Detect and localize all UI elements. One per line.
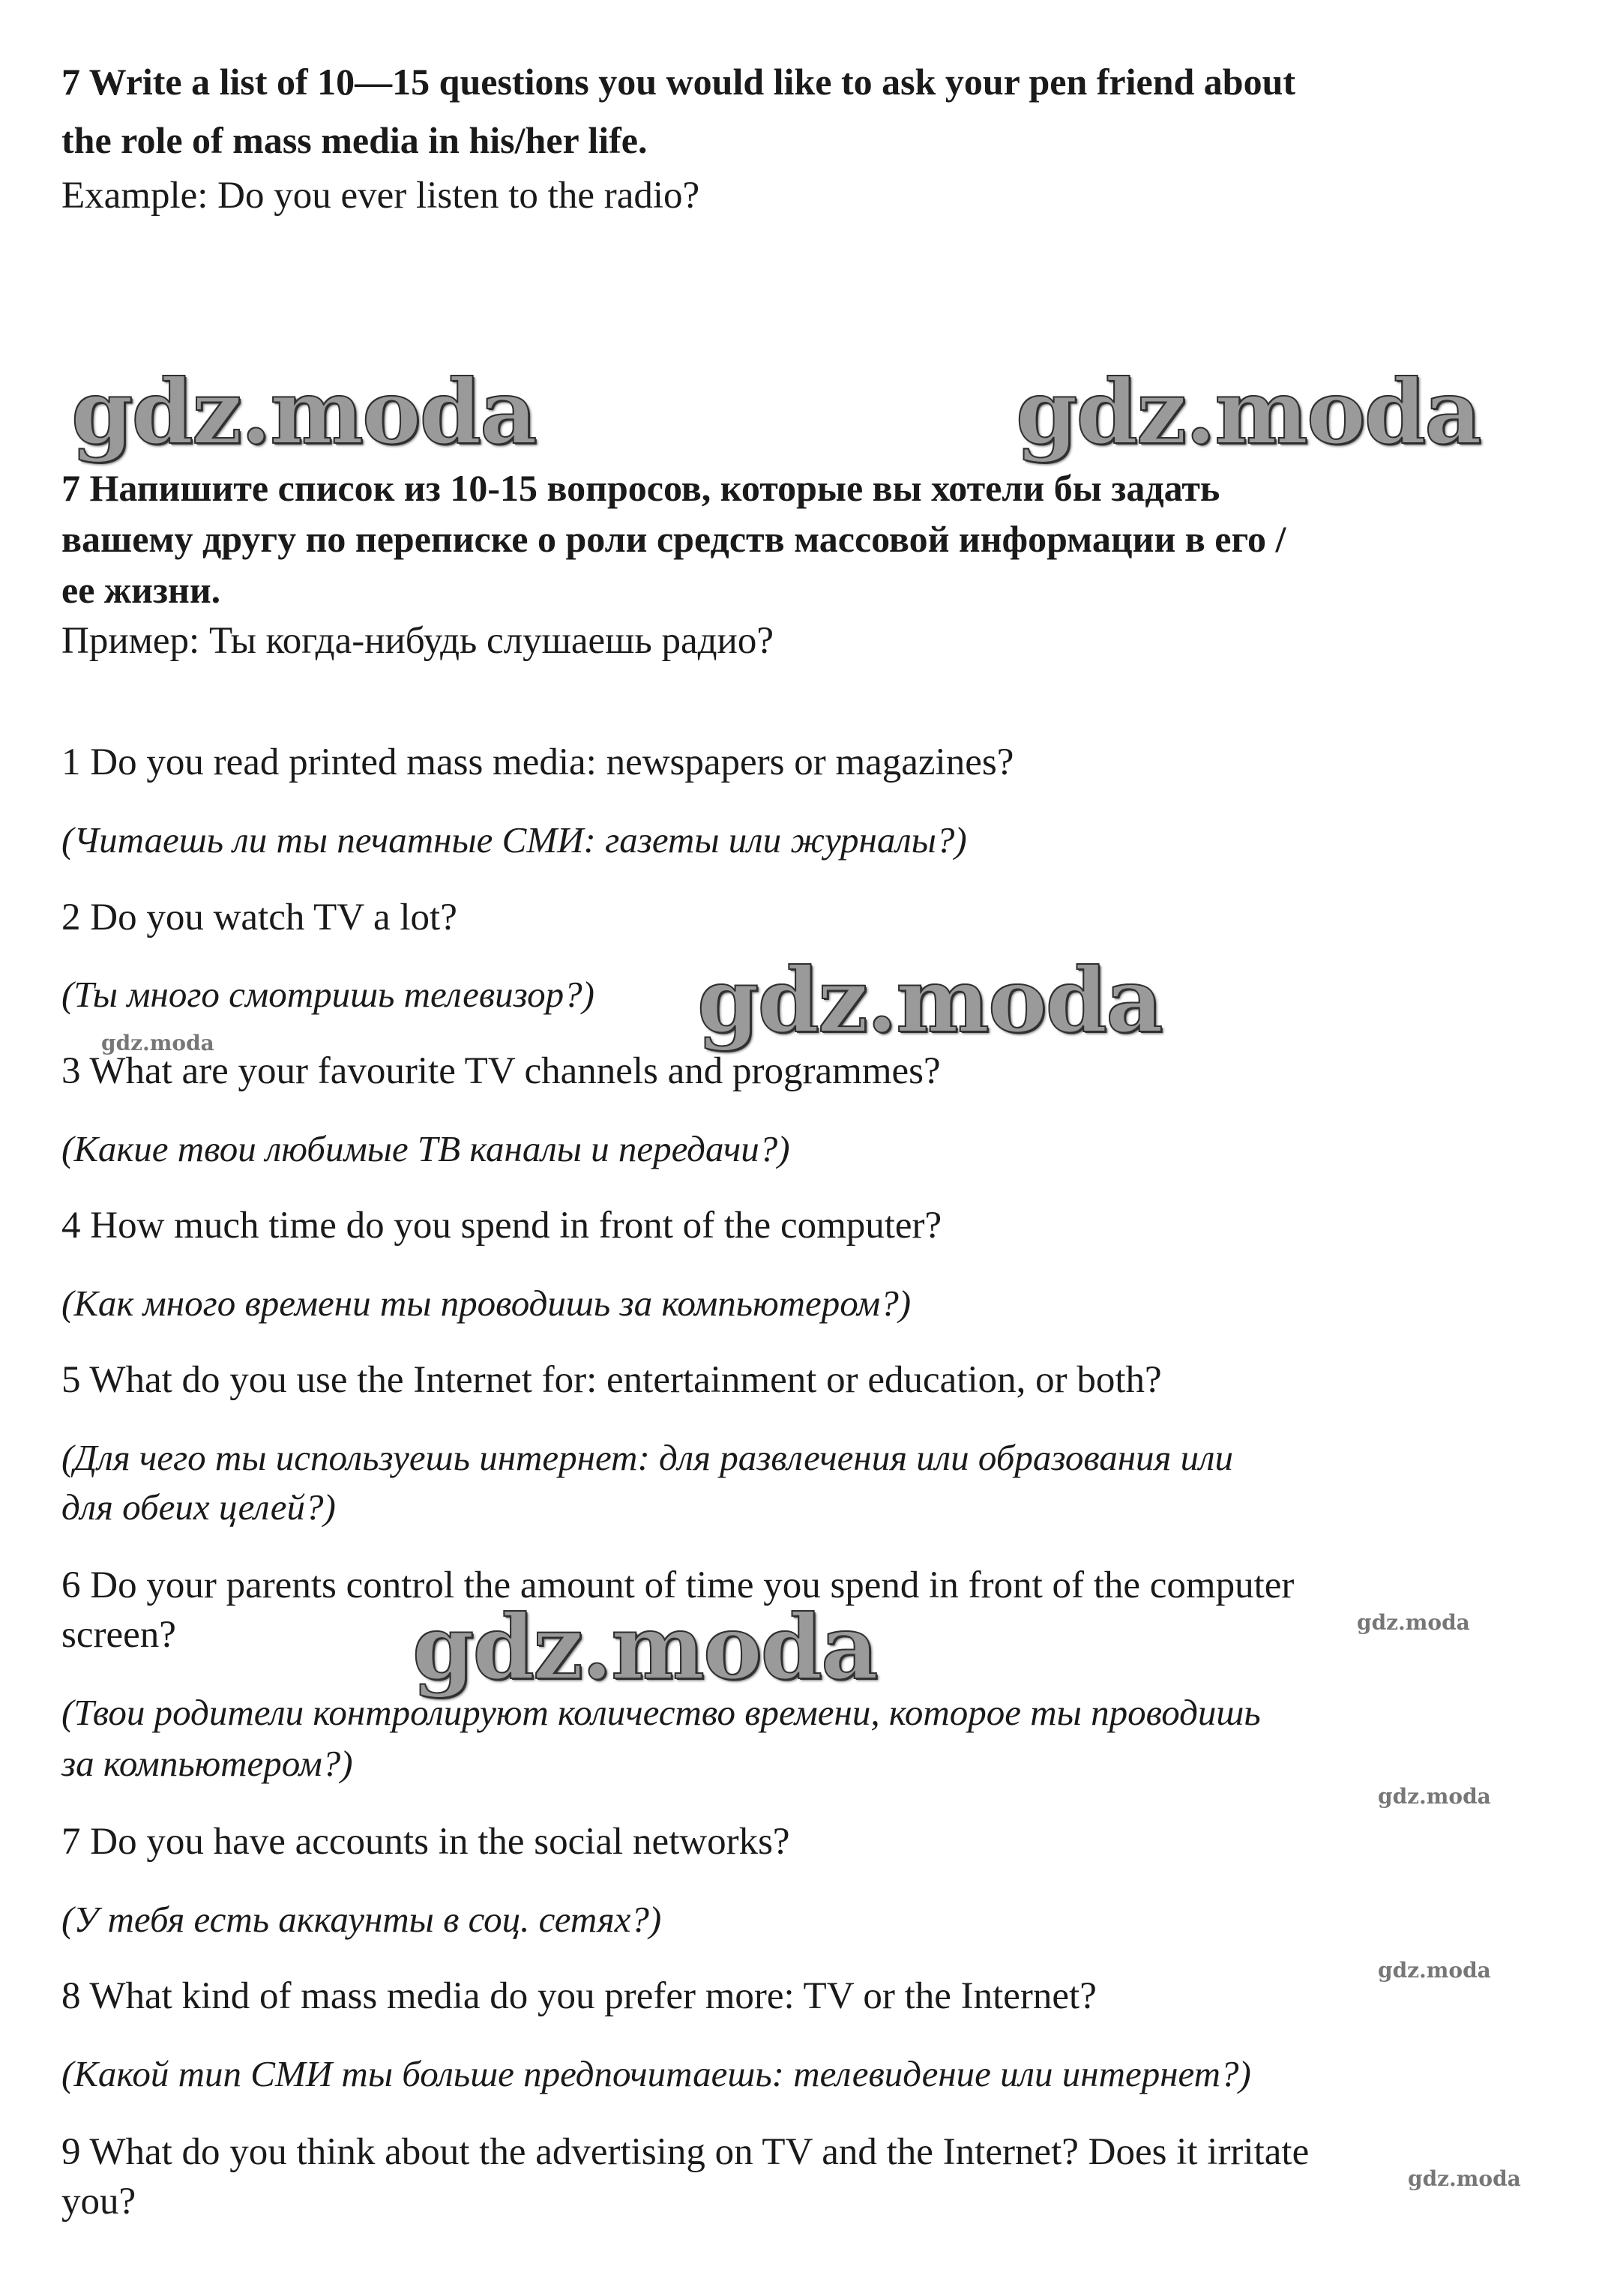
task-example-en: Example: Do you ever listen to the radio?: [61, 175, 700, 217]
question-en: 8 What kind of mass media do you prefer more: TV or the Internet?: [61, 1975, 1097, 2017]
question-en: 2 Do you watch TV a lot?: [61, 897, 457, 938]
question-en: 6 Do your parents control the amount of time you spend in front of the computer: [61, 1564, 1295, 1606]
task-title-en-line1: 7 Write a list of 10—15 questions you would like to ask your pen friend about: [61, 61, 1296, 103]
question-ru: (Какие твои любимые ТВ каналы и передачи?): [61, 1128, 790, 1169]
question-ru: (Какой тип СМИ ты больше предпочитаешь: телевидение или интернет?): [61, 2053, 1251, 2094]
watermark-small: gdz.moda: [1378, 1784, 1491, 1809]
question-ru: (У тебя есть аккаунты в соц. сетях?): [61, 1899, 662, 1940]
question-en: you?: [61, 2181, 136, 2223]
task-example-ru: Пример: Ты когда-нибудь слушаешь радио?: [61, 620, 774, 662]
question-en: 5 What do you use the Internet for: entertainment or education, or both?: [61, 1359, 1162, 1401]
watermark-logo: gdz.moda: [412, 1595, 877, 1699]
question-ru: для обеих целей?): [61, 1486, 336, 1528]
question-ru: (Для чего ты используешь интернет: для развлечения или образования или: [61, 1437, 1233, 1478]
watermark-small: gdz.moda: [1378, 1958, 1491, 1983]
question-en: 7 Do you have accounts in the social networks?: [61, 1821, 790, 1863]
watermark-logo: gdz.moda: [697, 948, 1162, 1052]
question-en: screen?: [61, 1614, 176, 1656]
question-ru: за компьютером?): [61, 1743, 353, 1784]
task-title-ru-line1: 7 Напишите список из 10-15 вопросов, которые вы хотели бы задать: [61, 467, 1220, 509]
question-en: 9 What do you think about the advertising on TV and the Internet? Does it irritate: [61, 2131, 1310, 2173]
task-title-ru-line3: ее жизни.: [61, 569, 221, 611]
question-ru: (Читаешь ли ты печатные СМИ: газеты или журналы?): [61, 819, 967, 861]
question-en: 3 What are your favourite TV channels and programmes?: [61, 1050, 941, 1092]
question-ru: (Ты много смотришь телевизор?): [61, 974, 594, 1015]
watermark-small: gdz.moda: [1357, 1610, 1470, 1635]
question-en: 4 How much time do you spend in front of the computer?: [61, 1205, 942, 1247]
task-title-ru-line2: вашему другу по переписке о роли средств массовой информации в его /: [61, 518, 1286, 560]
watermark-logo: gdz.moda: [71, 360, 536, 464]
question-ru: (Твои родители контролируют количество времени, которое ты проводишь: [61, 1692, 1261, 1733]
task-title-en-line2: the role of mass media in his/her life.: [61, 119, 648, 161]
question-en: 1 Do you read printed mass media: newspapers or magazines?: [61, 741, 1014, 783]
question-ru: (Как много времени ты проводишь за компьютером?): [61, 1283, 912, 1324]
watermark-small: gdz.moda: [1408, 2166, 1521, 2191]
watermark-small: gdz.moda: [101, 1031, 214, 1055]
watermark-logo: gdz.moda: [1016, 360, 1481, 464]
